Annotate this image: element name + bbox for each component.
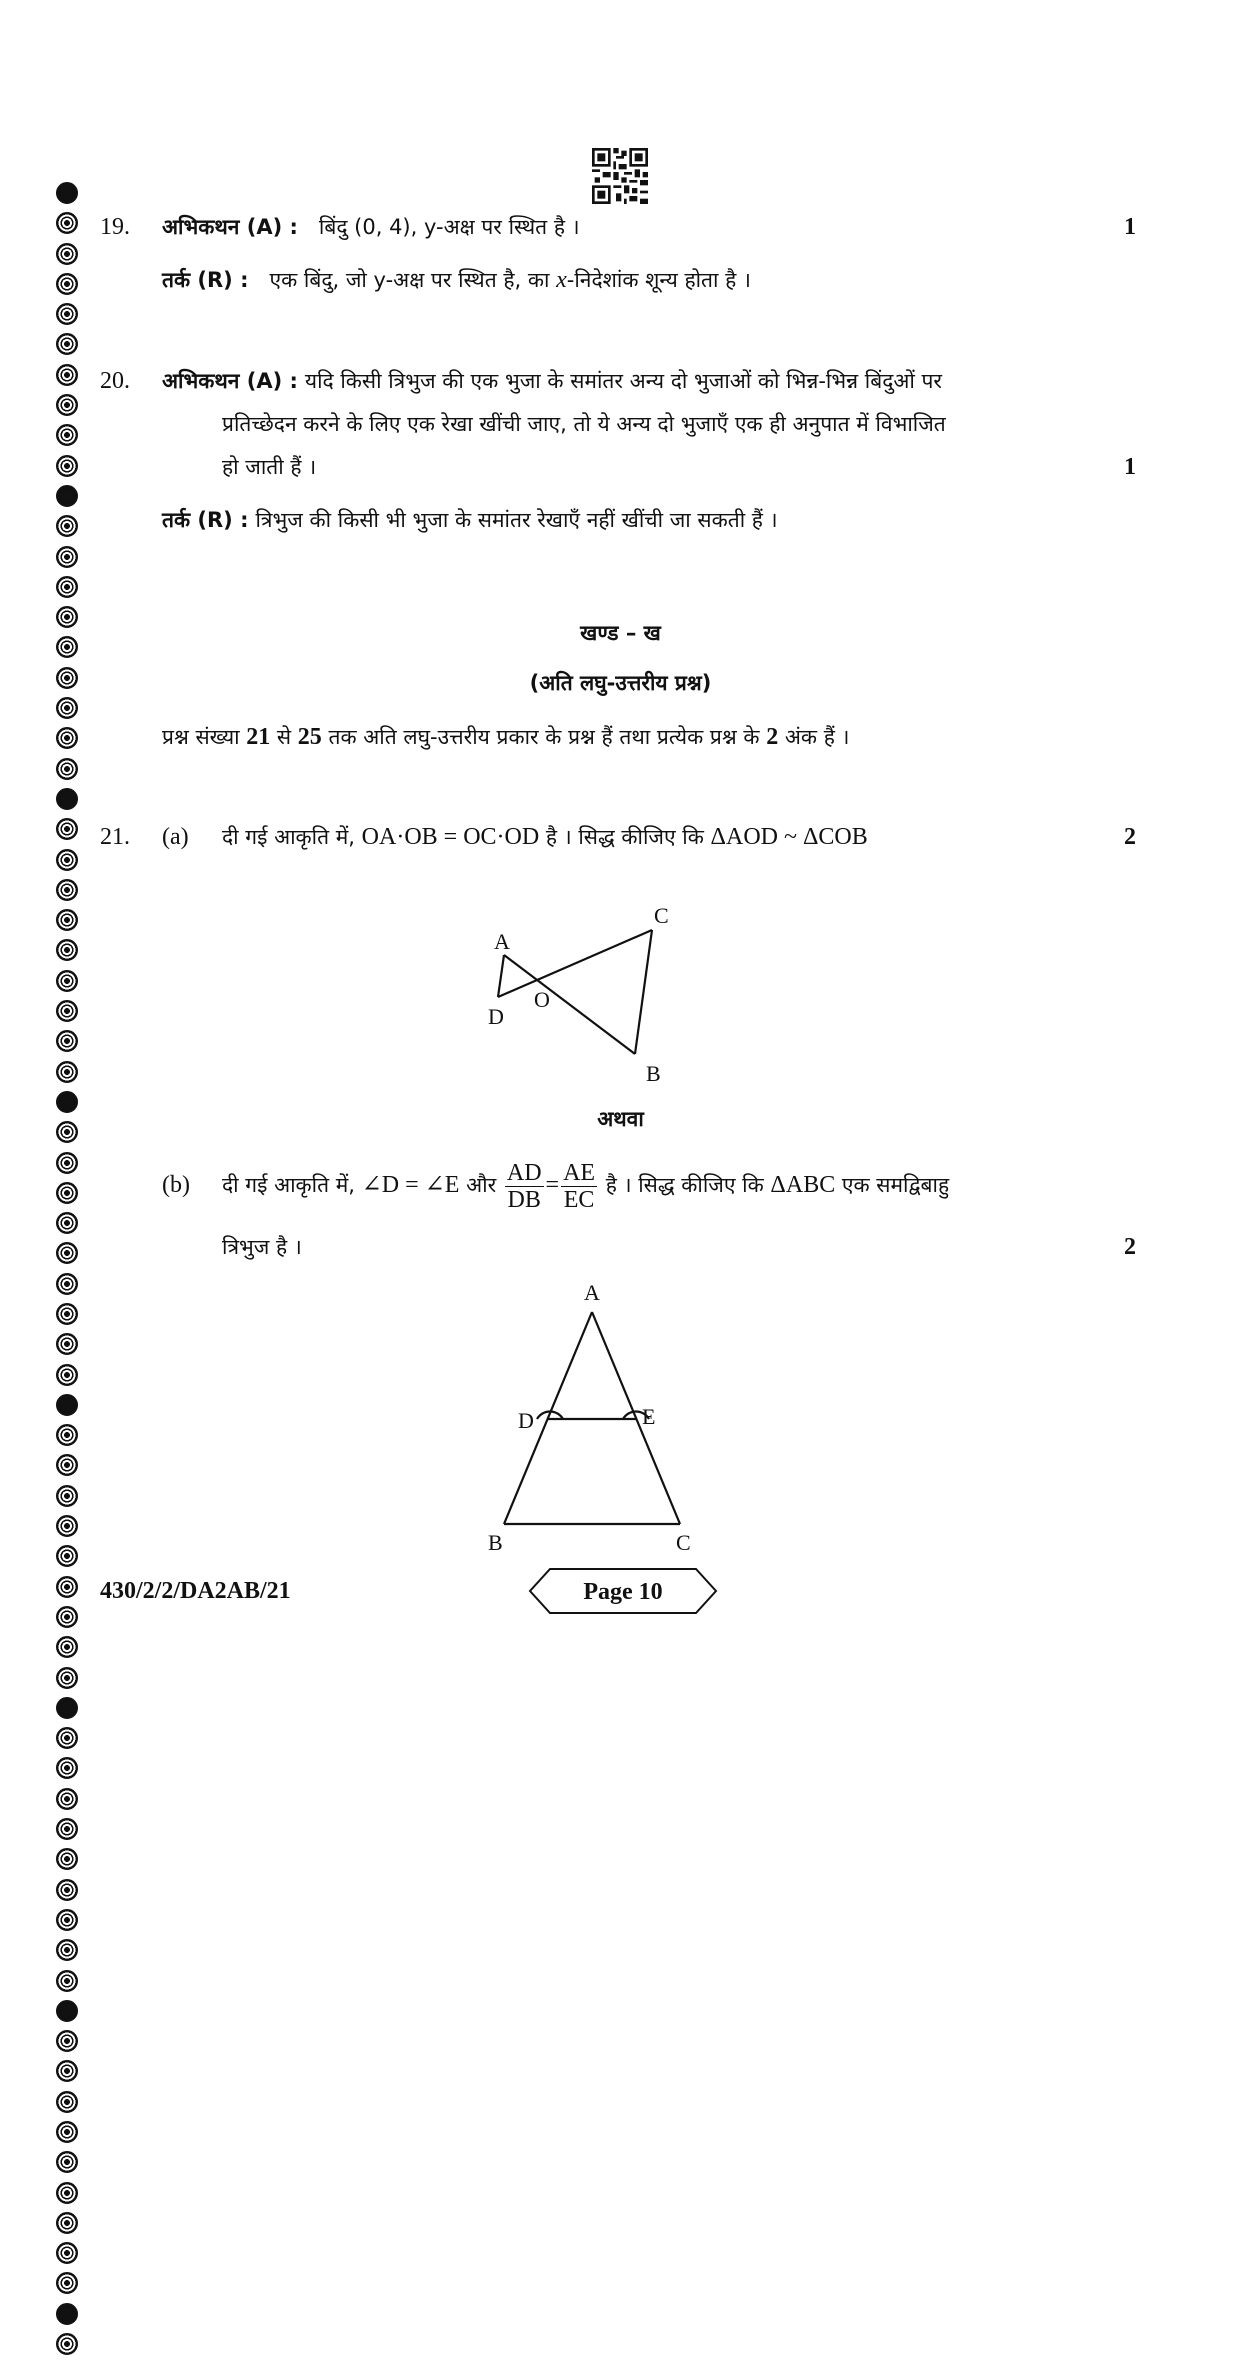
q20-number: 20.	[100, 368, 130, 394]
fraction-ad-db	[505, 1160, 544, 1213]
q19-reason-text-1: एक बिंदु, जो y-अक्ष पर स्थित है, का	[269, 268, 557, 292]
label-o: O	[534, 987, 550, 1012]
q21b-text-2: और	[459, 1173, 503, 1197]
q19-assertion	[162, 212, 580, 243]
q21b-math-triangle: ΔABC	[770, 1172, 836, 1198]
instr-part-1: प्रश्न संख्या	[162, 725, 247, 749]
figure-a-bowtie	[470, 860, 720, 1090]
instr-part-2: से	[270, 725, 298, 749]
qr-code	[592, 148, 648, 204]
segment-dc	[498, 930, 652, 997]
label-b: B	[646, 1061, 661, 1086]
segment-cb	[635, 930, 652, 1054]
instr-part-3: तक अति लघु-उत्तरीय प्रकार के प्रश्न हैं तथा प्रत्येक प्रश्न के	[321, 725, 767, 749]
page-number-box	[528, 1567, 718, 1615]
q20-assertion	[162, 366, 942, 397]
section-title: खण्ड – ख	[580, 621, 661, 645]
q21a-text-2: है । सिद्ध कीजिए कि	[539, 825, 711, 849]
q21b-marks: 2	[1124, 1234, 1136, 1260]
fraction-ae-ec	[561, 1160, 597, 1213]
fraction-ae-numerator: AE	[563, 1159, 596, 1186]
label-d: D	[518, 1408, 534, 1433]
instr-number-marks: 2	[766, 724, 779, 750]
q19-reason-label: तर्क (R) :	[162, 268, 249, 292]
q21-number: 21.	[100, 824, 130, 850]
segment-ba	[504, 955, 635, 1054]
q21a-math-similar: ΔAOD ~ ΔCOB	[710, 824, 868, 850]
q19-assertion-text: बिंदु (0, 4), y-अक्ष पर स्थित है ।	[318, 215, 580, 239]
or-separator: अथवा	[597, 1107, 644, 1131]
instr-number-from: 21	[246, 724, 271, 750]
label-a: A	[494, 929, 510, 954]
q21a-text-1: दी गई आकृति में,	[222, 825, 362, 849]
label-e: E	[642, 1404, 656, 1429]
q19-marks: 1	[1124, 214, 1136, 240]
q20-assertion-line2: प्रतिच्छेदन करने के लिए एक रेखा खींची जाए, तो ये अन्य दो भुजाएँ एक ही अनुपात में विभाजित	[222, 412, 946, 436]
q21a-text	[222, 822, 868, 853]
q20-assertion-line3: हो जाती हैं ।	[222, 455, 317, 479]
q20-assertion-label: अभिकथन (A) :	[162, 369, 298, 393]
q21-part-a: (a)	[162, 824, 189, 850]
q19-reason-text-2: -निदेशांक शून्य होता है ।	[566, 268, 751, 292]
q20-assertion-line1: यदि किसी त्रिभुज की एक भुजा के समांतर अन्य दो भुजाओं को भिन्न-भिन्न बिंदुओं पर	[304, 369, 942, 393]
q20-reason-text: त्रिभुज की किसी भी भुजा के समांतर रेखाएँ नहीं खींची जा सकती हैं ।	[255, 508, 778, 532]
q19-reason-var: x	[556, 267, 567, 293]
label-a: A	[584, 1280, 600, 1305]
paper-code: 430/2/2/DA2AB/21	[100, 1578, 291, 1604]
equals-sign: =	[545, 1172, 560, 1198]
q21a-math-product: OA·OB = OC·OD	[361, 824, 540, 850]
instr-part-4: अंक हैं ।	[778, 725, 850, 749]
q19-number: 19.	[100, 214, 130, 240]
q21a-marks: 2	[1124, 824, 1136, 850]
q20-reason-label: तर्क (R) :	[162, 508, 249, 532]
q21b-text-1: दी गई आकृति में,	[222, 1173, 362, 1197]
fraction-ae-denominator: EC	[563, 1186, 595, 1213]
label-d: D	[488, 1004, 504, 1029]
segment-ad	[498, 955, 504, 997]
instr-number-to: 25	[297, 724, 322, 750]
q19-assertion-label: अभिकथन (A) :	[162, 215, 298, 239]
margin-marks	[56, 182, 86, 2363]
q21b-text-4: एक समद्विबाहु	[835, 1173, 950, 1197]
fraction-ad-denominator: DB	[507, 1186, 541, 1213]
label-b: B	[488, 1530, 503, 1555]
figure-b-triangle	[480, 1272, 720, 1562]
q21b-text	[222, 1152, 949, 1219]
fraction-ad-numerator: AD	[506, 1159, 542, 1186]
page-number: Page 10	[583, 1579, 663, 1605]
q19-reason	[162, 265, 751, 296]
label-c: C	[676, 1530, 691, 1555]
section-subtitle: (अति लघु-उत्तरीय प्रश्न)	[529, 671, 712, 695]
q21-part-b: (b)	[162, 1172, 190, 1198]
label-c: C	[654, 903, 669, 928]
q21b-line2: त्रिभुज है ।	[222, 1235, 302, 1259]
q20-reason	[162, 505, 778, 536]
q21b-math-angles: ∠D = ∠E	[361, 1172, 460, 1198]
q20-marks: 1	[1124, 454, 1136, 480]
section-instructions	[162, 722, 850, 753]
q21b-text-3: है । सिद्ध कीजिए कि	[599, 1173, 771, 1197]
